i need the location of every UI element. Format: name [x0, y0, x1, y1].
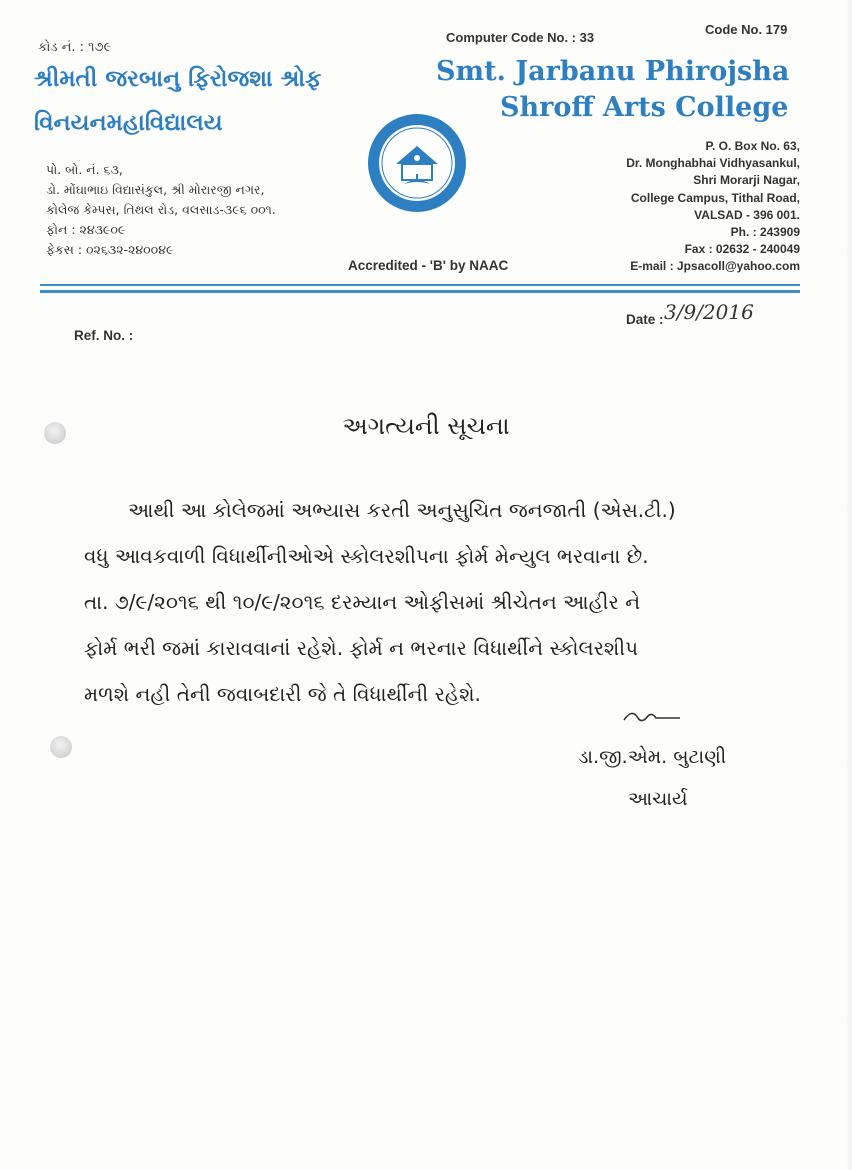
- address-gu-line: ડો. મોંઘાભાઇ વિદ્યાસંકુલ, શ્રી મોરારજી નગર,: [46, 182, 265, 197]
- punch-hole: [50, 736, 72, 758]
- address-en-line: College Campus, Tithal Road,: [630, 190, 800, 205]
- computer-code: Computer Code No. : 33: [446, 30, 595, 45]
- address-gu-line: ફોન : ૨૪૩૯૦૯: [46, 222, 126, 237]
- college-name-english-line2: Shroff Arts College: [500, 92, 789, 123]
- college-seal-logo: [366, 112, 468, 214]
- code-number-gujarati: કોડ નં. : ૧૭૯: [38, 40, 112, 55]
- address-gu-line: ફેકસ : ૦૨૬૩૨-૨૪૦૦૪૯: [46, 242, 174, 257]
- address-gujarati: [46, 160, 276, 260]
- address-gu-line: પો. બો. નં. ૬૩,: [46, 162, 123, 177]
- notice-heading: અગત્યની સૂચના: [342, 412, 510, 440]
- date-value: 3/9/2016: [664, 300, 754, 324]
- notice-line: મળશે નહી તેની જવાબદારી જે તે વિધાર્થીની રહેશે.: [84, 682, 481, 706]
- notice-line: વધુ આવકવાળી વિધાર્થીનીઓએ સ્કોલરશીપના ફોર્મ મેન્યુલ ભરવાના છે.: [84, 544, 649, 568]
- address-en-line: Dr. Monghabhai Vidhyasankul,: [626, 156, 800, 171]
- college-name-gujarati-line1: શ્રીમતી જરબાનુ ફિરોજશા શ્રોફ: [34, 66, 322, 92]
- address-en-line: E-mail : Jpsacoll@yahoo.com: [630, 259, 800, 274]
- college-name-english-line1: Smt. Jarbanu Phirojsha: [436, 56, 790, 87]
- address-en-line: Ph. : 243909: [730, 225, 800, 240]
- signatory-title: આચાર્ય: [628, 788, 688, 810]
- address-en-line: Fax : 02632 - 240049: [684, 242, 800, 257]
- address-en-line: Shri Morarji Nagar,: [693, 173, 800, 188]
- address-gu-line: કોલેજ કેમ્પસ, તિથલ રોડ, વલસાડ-૩૯૬ ૦૦૧.: [46, 202, 276, 217]
- accreditation: Accredited - 'B' by NAAC: [348, 258, 509, 273]
- notice-line: તા. ૭/૯/૨૦૧૬ થી ૧૦/૯/૨૦૧૬ દરમ્યાન ઓફીસમાં શ્રીચેતન આહીર ને: [84, 590, 641, 614]
- address-english: [626, 138, 800, 276]
- college-name-gujarati-line2: વિનયનમહાવિદ્યાલય: [34, 110, 223, 136]
- address-en-line: VALSAD - 396 001.: [694, 207, 800, 222]
- signatory-name: ડા.જી.એમ. બુટાણી: [578, 746, 727, 768]
- reference-label: Ref. No. :: [74, 328, 134, 343]
- scan-edge: [846, 0, 852, 1170]
- notice-line: ફોર્મ ભરી જમાં કારાવવાનાં રહેશે. ફોર્મ ન ભરનાર વિધાર્થીને સ્કોલરશીપ: [84, 636, 639, 660]
- notice-line: આથી આ કોલેજમાં અભ્યાસ કરતી અનુસુચિત જનજાતી (એસ.ટી.): [128, 498, 676, 522]
- header-divider: [40, 284, 800, 286]
- address-en-line: P. O. Box No. 63,: [705, 139, 800, 153]
- handwritten-signature: [618, 704, 688, 730]
- header-divider: [40, 290, 800, 293]
- date-label: Date :: [626, 312, 664, 327]
- code-number-english: Code No. 179: [705, 22, 788, 37]
